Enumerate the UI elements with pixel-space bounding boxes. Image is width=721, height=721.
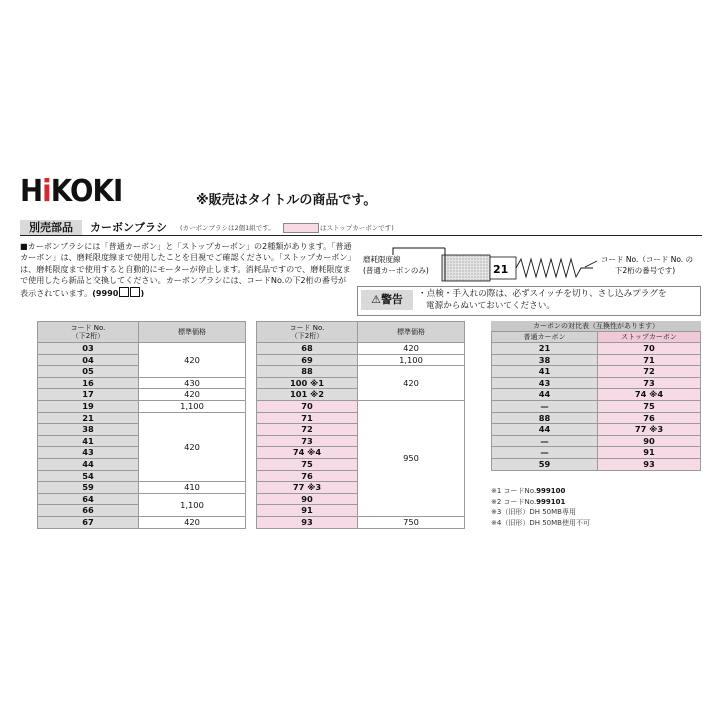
footnote-text: ※3（旧形）DH 50MB専用 xyxy=(491,508,576,516)
code-cell: 66 xyxy=(38,505,139,517)
code-cell: 16 xyxy=(38,377,139,389)
stop-carbon-cell: 73 xyxy=(598,377,701,389)
normal-carbon-cell: — xyxy=(492,435,598,447)
code-cell: 72 xyxy=(257,424,358,436)
code-cell: 41 xyxy=(38,435,139,447)
price-cell: 950 xyxy=(358,400,465,516)
price-cell: 420 xyxy=(139,389,246,401)
code-cell: 76 xyxy=(257,470,358,482)
digit-box-icon xyxy=(119,287,129,297)
code-cell: 38 xyxy=(38,424,139,436)
digit-box-icon xyxy=(130,287,140,297)
table-row xyxy=(38,482,246,494)
table-row xyxy=(38,377,246,389)
stop-carbon-cell: 70 xyxy=(598,343,701,355)
code-cell: 43 xyxy=(38,447,139,459)
code-cell: 93 xyxy=(257,516,358,528)
normal-carbon-header: 普通カーボン xyxy=(492,332,598,343)
code-cell: 100 ※1 xyxy=(257,377,358,389)
normal-carbon-cell: 43 xyxy=(492,377,598,389)
sales-notice: ※販売はタイトルの商品です。 xyxy=(196,193,377,208)
code-cell: 73 xyxy=(257,435,358,447)
warning-line-1: ・点検・手入れの際は、必ずスイッチを切り、さし込みプラグを xyxy=(418,289,667,299)
description xyxy=(20,241,352,299)
code-cell: 90 xyxy=(257,493,358,505)
stop-carbon-cell: 91 xyxy=(598,447,701,459)
code-header: コード No. （下2桁） xyxy=(257,322,358,343)
table-row xyxy=(257,343,465,355)
price-cell: 420 xyxy=(358,366,465,401)
stop-carbon-cell: 75 xyxy=(598,400,701,412)
price-table-header xyxy=(257,322,465,343)
code-cell: 75 xyxy=(257,458,358,470)
code-cell: 67 xyxy=(38,516,139,528)
hikoki-logo xyxy=(20,174,122,209)
warning-triangle-icon: ⚠ xyxy=(371,293,381,306)
normal-carbon-cell: 44 xyxy=(492,424,598,436)
price-cell: 1,100 xyxy=(358,354,465,366)
warning-line-2: 電源からぬいておいてください。 xyxy=(426,301,555,312)
code-header: コード No. （下2桁） xyxy=(38,322,139,343)
footnote xyxy=(491,486,590,497)
comparison-row xyxy=(492,447,701,459)
section-tag: 別売部品 xyxy=(20,220,82,235)
comparison-row xyxy=(492,366,701,378)
code-cell: 91 xyxy=(257,505,358,517)
table-row xyxy=(38,343,246,355)
code-cell: 69 xyxy=(257,354,358,366)
comparison-row xyxy=(492,400,701,412)
footnote-text: ※4（旧形）DH 50MB使用不可 xyxy=(491,518,590,527)
stop-carbon-cell: 76 xyxy=(598,412,701,424)
section-title: カーボンブラシ xyxy=(90,221,167,234)
footnotes xyxy=(491,486,590,528)
table-row xyxy=(257,366,465,378)
code-cell: 54 xyxy=(38,470,139,482)
code-cell: 88 xyxy=(257,366,358,378)
stop-carbon-cell: 90 xyxy=(598,435,701,447)
normal-carbon-cell: 59 xyxy=(492,458,598,470)
normal-carbon-cell: — xyxy=(492,447,598,459)
comparison-title: カーボンの対比表（互換性があります） xyxy=(491,321,701,331)
stop-carbon-cell: 72 xyxy=(598,366,701,378)
comparison-row xyxy=(492,354,701,366)
normal-carbon-cell: — xyxy=(492,400,598,412)
section-note-2: はストップカーボンです) xyxy=(320,224,394,232)
code-cell: 05 xyxy=(38,366,139,378)
footnote-code: 999100 xyxy=(536,487,566,495)
normal-carbon-cell: 44 xyxy=(492,389,598,401)
price-cell: 750 xyxy=(358,516,465,528)
price-cell: 1,100 xyxy=(139,493,246,516)
price-header: 標準価格 xyxy=(139,322,246,343)
price-cell: 420 xyxy=(139,516,246,528)
wear-line-label-2: (普通カーボンのみ) xyxy=(363,266,429,275)
code-cell: 74 ※4 xyxy=(257,447,358,459)
stop-carbon-header: ストップカーボン xyxy=(598,332,701,343)
footnote xyxy=(491,518,590,529)
price-cell: 420 xyxy=(358,343,465,355)
code-cell: 70 xyxy=(257,400,358,412)
price-header: 標準価格 xyxy=(358,322,465,343)
stop-carbon-cell: 71 xyxy=(598,354,701,366)
table-row xyxy=(257,400,465,412)
price-cell: 1,100 xyxy=(139,400,246,412)
comparison-row xyxy=(492,435,701,447)
code-cell: 101 ※2 xyxy=(257,389,358,401)
code-cell: 04 xyxy=(38,354,139,366)
code-cell: 21 xyxy=(38,412,139,424)
carbon-brush-diagram xyxy=(357,243,699,283)
warning-text xyxy=(418,288,696,313)
table-row xyxy=(38,493,246,505)
table-row xyxy=(38,516,246,528)
code-cell: 19 xyxy=(38,400,139,412)
code-cell: 77 ※3 xyxy=(257,482,358,494)
normal-carbon-cell: 21 xyxy=(492,343,598,355)
code-cell: 17 xyxy=(38,389,139,401)
price-cell: 420 xyxy=(139,412,246,482)
price-table-1 xyxy=(37,321,246,529)
code-cell: 64 xyxy=(38,493,139,505)
stop-carbon-swatch xyxy=(283,223,319,233)
price-cell: 410 xyxy=(139,482,246,494)
logo-i: i xyxy=(42,174,51,209)
comparison-table xyxy=(491,331,701,471)
price-table-2 xyxy=(256,321,465,529)
normal-carbon-cell: 41 xyxy=(492,366,598,378)
code-cell: 68 xyxy=(257,343,358,355)
price-cell: 430 xyxy=(139,377,246,389)
normal-carbon-cell: 88 xyxy=(492,412,598,424)
table-row xyxy=(257,516,465,528)
warning-badge xyxy=(361,290,413,310)
price-table-header xyxy=(38,322,246,343)
stop-carbon-cell: 93 xyxy=(598,458,701,470)
table-row xyxy=(38,412,246,424)
comparison-header xyxy=(492,332,701,343)
comparison-row xyxy=(492,343,701,355)
footnote-text: ※1 コードNo. xyxy=(491,487,537,495)
table-row xyxy=(257,354,465,366)
comparison-row xyxy=(492,412,701,424)
footnote-text: ※2 コードNo. xyxy=(491,497,537,506)
logo-h: H xyxy=(20,174,43,209)
price-cell: 420 xyxy=(139,343,246,378)
comparison-row xyxy=(492,377,701,389)
section-note: (カーボンブラシは2個1組です。 xyxy=(180,224,275,232)
footnote-code: 999101 xyxy=(536,497,566,506)
logo-rest: KOKI xyxy=(50,174,123,209)
warning-badge-label: 警告 xyxy=(380,293,403,306)
code-prefix: (9990 xyxy=(92,287,119,298)
code-number-label: コード No.（コード No. の xyxy=(601,255,694,264)
code-cell: 03 xyxy=(38,343,139,355)
footnote xyxy=(491,497,590,508)
comparison-row xyxy=(492,458,701,470)
code-mark: 21 xyxy=(493,263,509,276)
normal-carbon-cell: 38 xyxy=(492,354,598,366)
comparison-row xyxy=(492,424,701,436)
table-row xyxy=(38,389,246,401)
comparison-row xyxy=(492,389,701,401)
wear-line-label: 磨耗限度線 xyxy=(363,255,401,264)
footnote xyxy=(491,507,590,518)
code-cell: 71 xyxy=(257,412,358,424)
code-suffix: ) xyxy=(140,287,145,298)
code-number-label-2: 下2桁の番号です) xyxy=(615,266,676,275)
description-text: ■カーボンブラシには「普通カーボン」と「ストップカーボン」の2種類があります。「普通カーボン」は、磨耗限度線まで使用したことを目視でご確認ください。「ストップカーボン」は、磨耗限度まで使用すると自動的にモーターが停止します。消耗品ですので、磨耗限度まで使用したら新品と交換してください。カーボンブラシには、コードNo.の下2桁の番号が表示されています。 xyxy=(20,241,352,298)
table-row xyxy=(38,400,246,412)
stop-carbon-cell: 74 ※4 xyxy=(598,389,701,401)
code-cell: 44 xyxy=(38,458,139,470)
stop-carbon-cell: 77 ※3 xyxy=(598,424,701,436)
code-cell: 59 xyxy=(38,482,139,494)
